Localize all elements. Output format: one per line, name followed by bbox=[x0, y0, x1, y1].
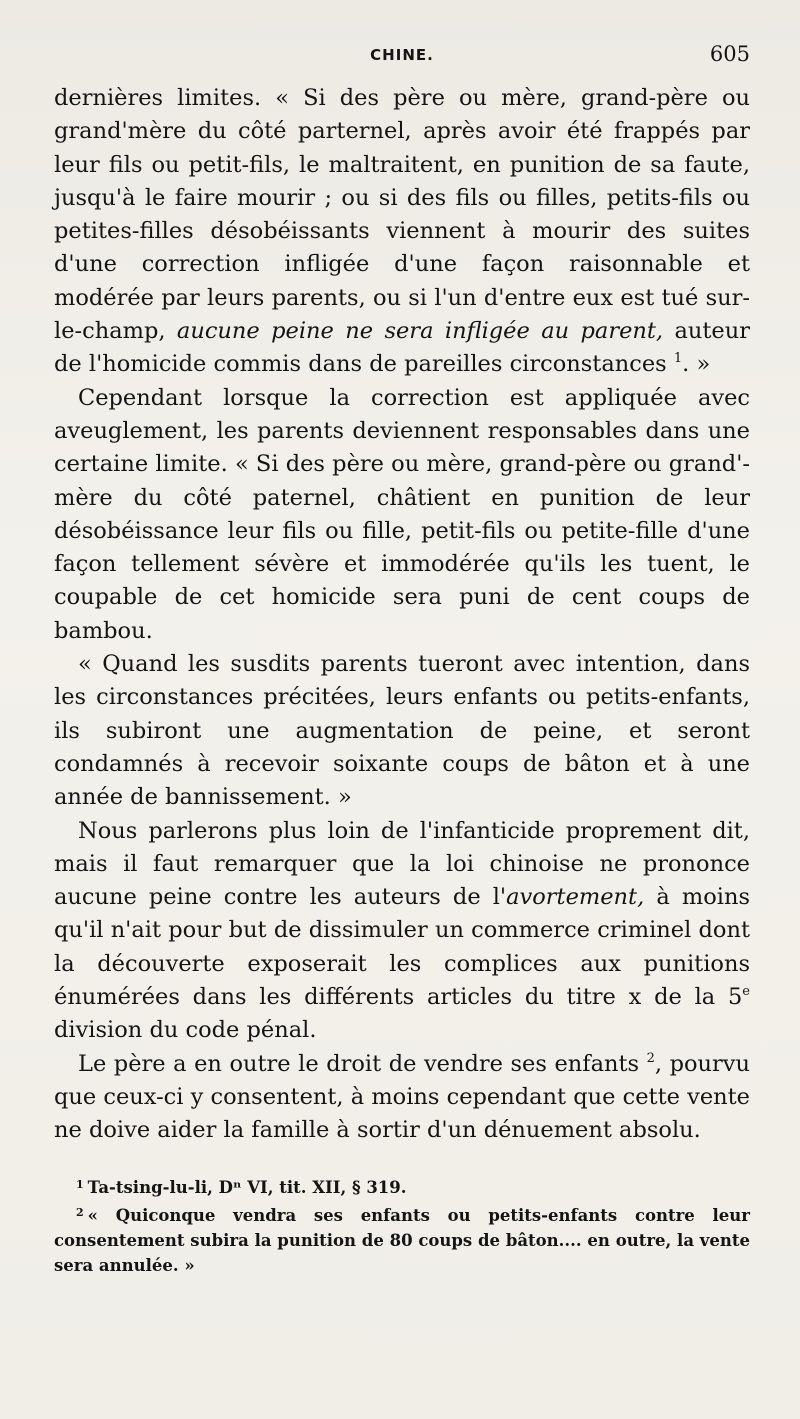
footnote-2 bbox=[54, 1200, 750, 1278]
paragraph-5-text: Le père a en outre le droit de vendre ses enfants bbox=[78, 1050, 647, 1077]
footnote-2-mark: 2 bbox=[76, 1205, 84, 1219]
body-text bbox=[54, 82, 750, 1148]
paragraph-4-emphasis: avortement, bbox=[506, 884, 645, 911]
footnotes bbox=[54, 1172, 750, 1278]
page-number: 605 bbox=[709, 42, 750, 66]
paragraph-4-text-continued: à moins qu'il n'ait pour but de dissimuler un commerce criminel dont la découverte exposerait les complices aux punitions énumérées dans les différents articles du titre x de la 5 bbox=[54, 884, 750, 1011]
paragraph-2: Cependant lorsque la correction est appliquée avec aveuglement, les parents deviennent responsables dans une certaine limite. « Si des père ou mère, grand-père ou grand'-mère du côté paternel, châtient en punition de leur désobéissance leur fils ou fille, petit-fils ou petite-fille d'une façon tellement sévère et immodérée qu'ils les tuent, le coupable de cet homicide sera puni de cent coups de bambou. bbox=[54, 384, 750, 644]
paragraph-3: « Quand les susdits parents tueront avec intention, dans les circonstances précitées, leurs enfants ou petits-enfants, ils subiront une augmentation de peine, et seront condamnés à recevoir soixante coups de bâton et à une année de bannissement. » bbox=[54, 651, 750, 811]
paragraph-4-end: division du code pénal. bbox=[54, 1017, 317, 1044]
paragraph-1-emphasis: aucune peine ne sera infligée au parent, bbox=[176, 318, 664, 345]
paragraph-4-text: Nous parlerons plus loin de l'infanticide proprement dit, mais il faut remarquer que la loi chinoise ne prononce aucune peine contre les auteurs de l' bbox=[54, 817, 750, 911]
paragraph-5 bbox=[54, 1048, 750, 1148]
footnote-1-text: Ta-tsing-lu-li, Dⁿ VI, tit. XII, § 319. bbox=[87, 1177, 407, 1197]
paragraph-1-end: . » bbox=[682, 351, 711, 378]
footnote-ref-1: 1 bbox=[673, 351, 683, 367]
paragraph-5-text-continued: , pourvu que ceux-ci y consentent, à moins cependant que cette vente ne doive aider la famille à sortir d'un dénuement absolu. bbox=[54, 1050, 751, 1144]
ordinal-superscript: e bbox=[742, 984, 750, 1000]
paragraph-1-text-continued: auteur de l'homicide commis dans de pareilles circonstances bbox=[54, 318, 750, 378]
footnote-ref-2: 2 bbox=[646, 1050, 655, 1066]
paragraph-1-text: dernières limites. « Si des père ou mère, grand-père ou grand'mère du côté parternel, après avoir été frappés par leur fils ou petit-fils, le maltraitent, en punition de sa faute, jusqu'à le faire mourir ; ou si des fils ou filles, petits-fils ou petites-filles désobéissants viennent à mourir des suites d'une correction infligée d'une façon raisonnable et modérée par leurs parents, ou si l'un d'entre eux est tué sur-le-champ, bbox=[54, 85, 750, 345]
running-title: CHINE. bbox=[370, 46, 434, 64]
paragraph-1 bbox=[54, 82, 750, 382]
page-header bbox=[54, 0, 750, 82]
footnote-2-text: « Quiconque vendra ses enfants ou petits-enfants contre leur consentement subira la punition de 80 coups de bâton.... en outre, la vente sera annulée. » bbox=[54, 1205, 750, 1275]
footnote-1 bbox=[54, 1172, 750, 1200]
footnote-1-mark: 1 bbox=[76, 1177, 84, 1191]
paragraph-4 bbox=[54, 815, 750, 1048]
